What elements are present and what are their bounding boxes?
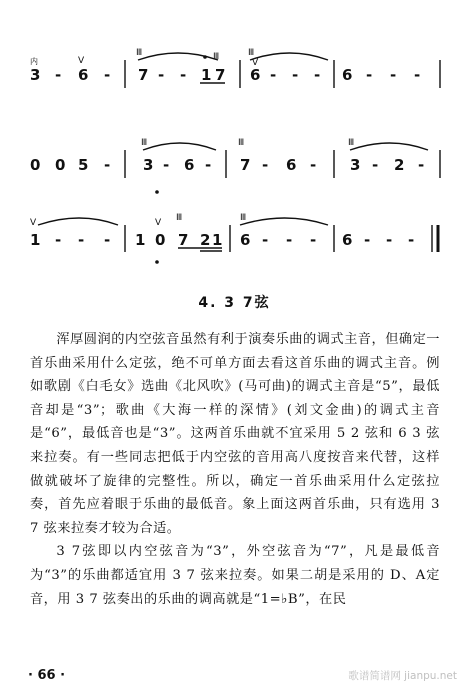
music-score: [0, 0, 469, 285]
position-mark: Ⅲ: [176, 213, 183, 223]
note: 1: [30, 231, 41, 249]
note: 0: [55, 156, 66, 174]
note: -: [180, 66, 187, 84]
note: 7: [240, 156, 251, 174]
note: -: [364, 231, 371, 249]
note: 6: [240, 231, 251, 249]
note: -: [78, 231, 85, 249]
note: -: [262, 156, 269, 174]
note: 6: [286, 156, 297, 174]
note: -: [310, 231, 317, 249]
note: -: [418, 156, 425, 174]
note: 2: [200, 231, 211, 249]
note: 6: [342, 66, 353, 84]
position-mark: Ⅲ: [240, 213, 247, 223]
note: 1: [212, 231, 223, 249]
note: 7: [178, 231, 189, 249]
note: 2: [394, 156, 405, 174]
position-mark: Ⅲ: [348, 138, 355, 148]
bow-mark: V: [252, 58, 259, 68]
bow-mark: V: [78, 56, 85, 66]
note: 6: [78, 66, 89, 84]
note: -: [286, 231, 293, 249]
note: -: [55, 66, 62, 84]
page-number: · 66 ·: [28, 668, 66, 683]
note: -: [270, 66, 277, 84]
note: -: [205, 156, 212, 174]
note: -: [386, 231, 393, 249]
note: -: [314, 66, 321, 84]
note: 0: [30, 156, 41, 174]
note: 6: [250, 66, 261, 84]
note: 7: [215, 66, 226, 84]
note: 3: [143, 156, 154, 174]
note: -: [262, 231, 269, 249]
note: -: [158, 66, 165, 84]
note: 3: [350, 156, 361, 174]
section-heading: 4. 3 7弦: [198, 295, 271, 311]
note: -: [163, 156, 170, 174]
note: -: [292, 66, 299, 84]
position-mark: Ⅲ: [136, 48, 143, 58]
watermark: 歌谱简谱网 jianpu.net: [348, 670, 457, 682]
bow-mark: V: [155, 218, 162, 228]
note: -: [104, 156, 111, 174]
note: -: [104, 231, 111, 249]
bow-mark: V: [30, 218, 37, 228]
paragraph: 浑厚圆润的内空弦音虽然有利于演奏乐曲的调式主音，但确定一首乐曲采用什么定弦，绝不可单方面去看这首乐曲的调式主音。例如歌剧《白毛女》选曲《北风吹》(马可曲)的调式主音是“5”，最低音却是“3”；歌曲《大海一样的深情》(刘文金曲)的调式主音是“6”，最低音也是“3”。这两首乐曲就不宜采用 5 2 弦和 6 3 弦来拉奏。有一些同志把低于内空弦的音用高八度按音来代替，这样做就破坏了旋律的完整性。所以，确定一首乐曲采用什么定弦拉奏，首先应着眼于乐曲的最低音。象上面这两首乐曲，只有选用 3 7 弦来拉奏才较为合适。: [30, 332, 440, 536]
position-mark: Ⅲ: [213, 52, 220, 62]
note: -: [414, 66, 421, 84]
note: 6: [184, 156, 195, 174]
position-mark: Ⅲ: [238, 138, 245, 148]
body-text: [30, 328, 440, 611]
note: 6: [342, 231, 353, 249]
fingering-mark: 内: [30, 57, 38, 66]
note: -: [366, 66, 373, 84]
note: -: [104, 66, 111, 84]
note: 7: [138, 66, 149, 84]
note: 0: [155, 231, 166, 249]
score-lines: [0, 0, 469, 285]
note: -: [55, 231, 62, 249]
note: 1: [135, 231, 146, 249]
note: -: [408, 231, 415, 249]
position-mark: Ⅲ: [141, 138, 148, 148]
note: 5: [78, 156, 89, 174]
note: 1: [201, 66, 212, 84]
note: 3: [30, 66, 41, 84]
note: -: [372, 156, 379, 174]
position-mark: Ⅲ: [248, 48, 255, 58]
note: -: [390, 66, 397, 84]
note: -: [310, 156, 317, 174]
paragraph: 3 7弦即以内空弦音为“3”，外空弦音为“7”，凡是最低音为“3”的乐曲都适宜用 3 7 弦来拉奏。如果二胡是采用的 D、A定音，用 3 7 弦奏出的乐曲的调高就是“1=♭B”，在民: [30, 544, 440, 607]
